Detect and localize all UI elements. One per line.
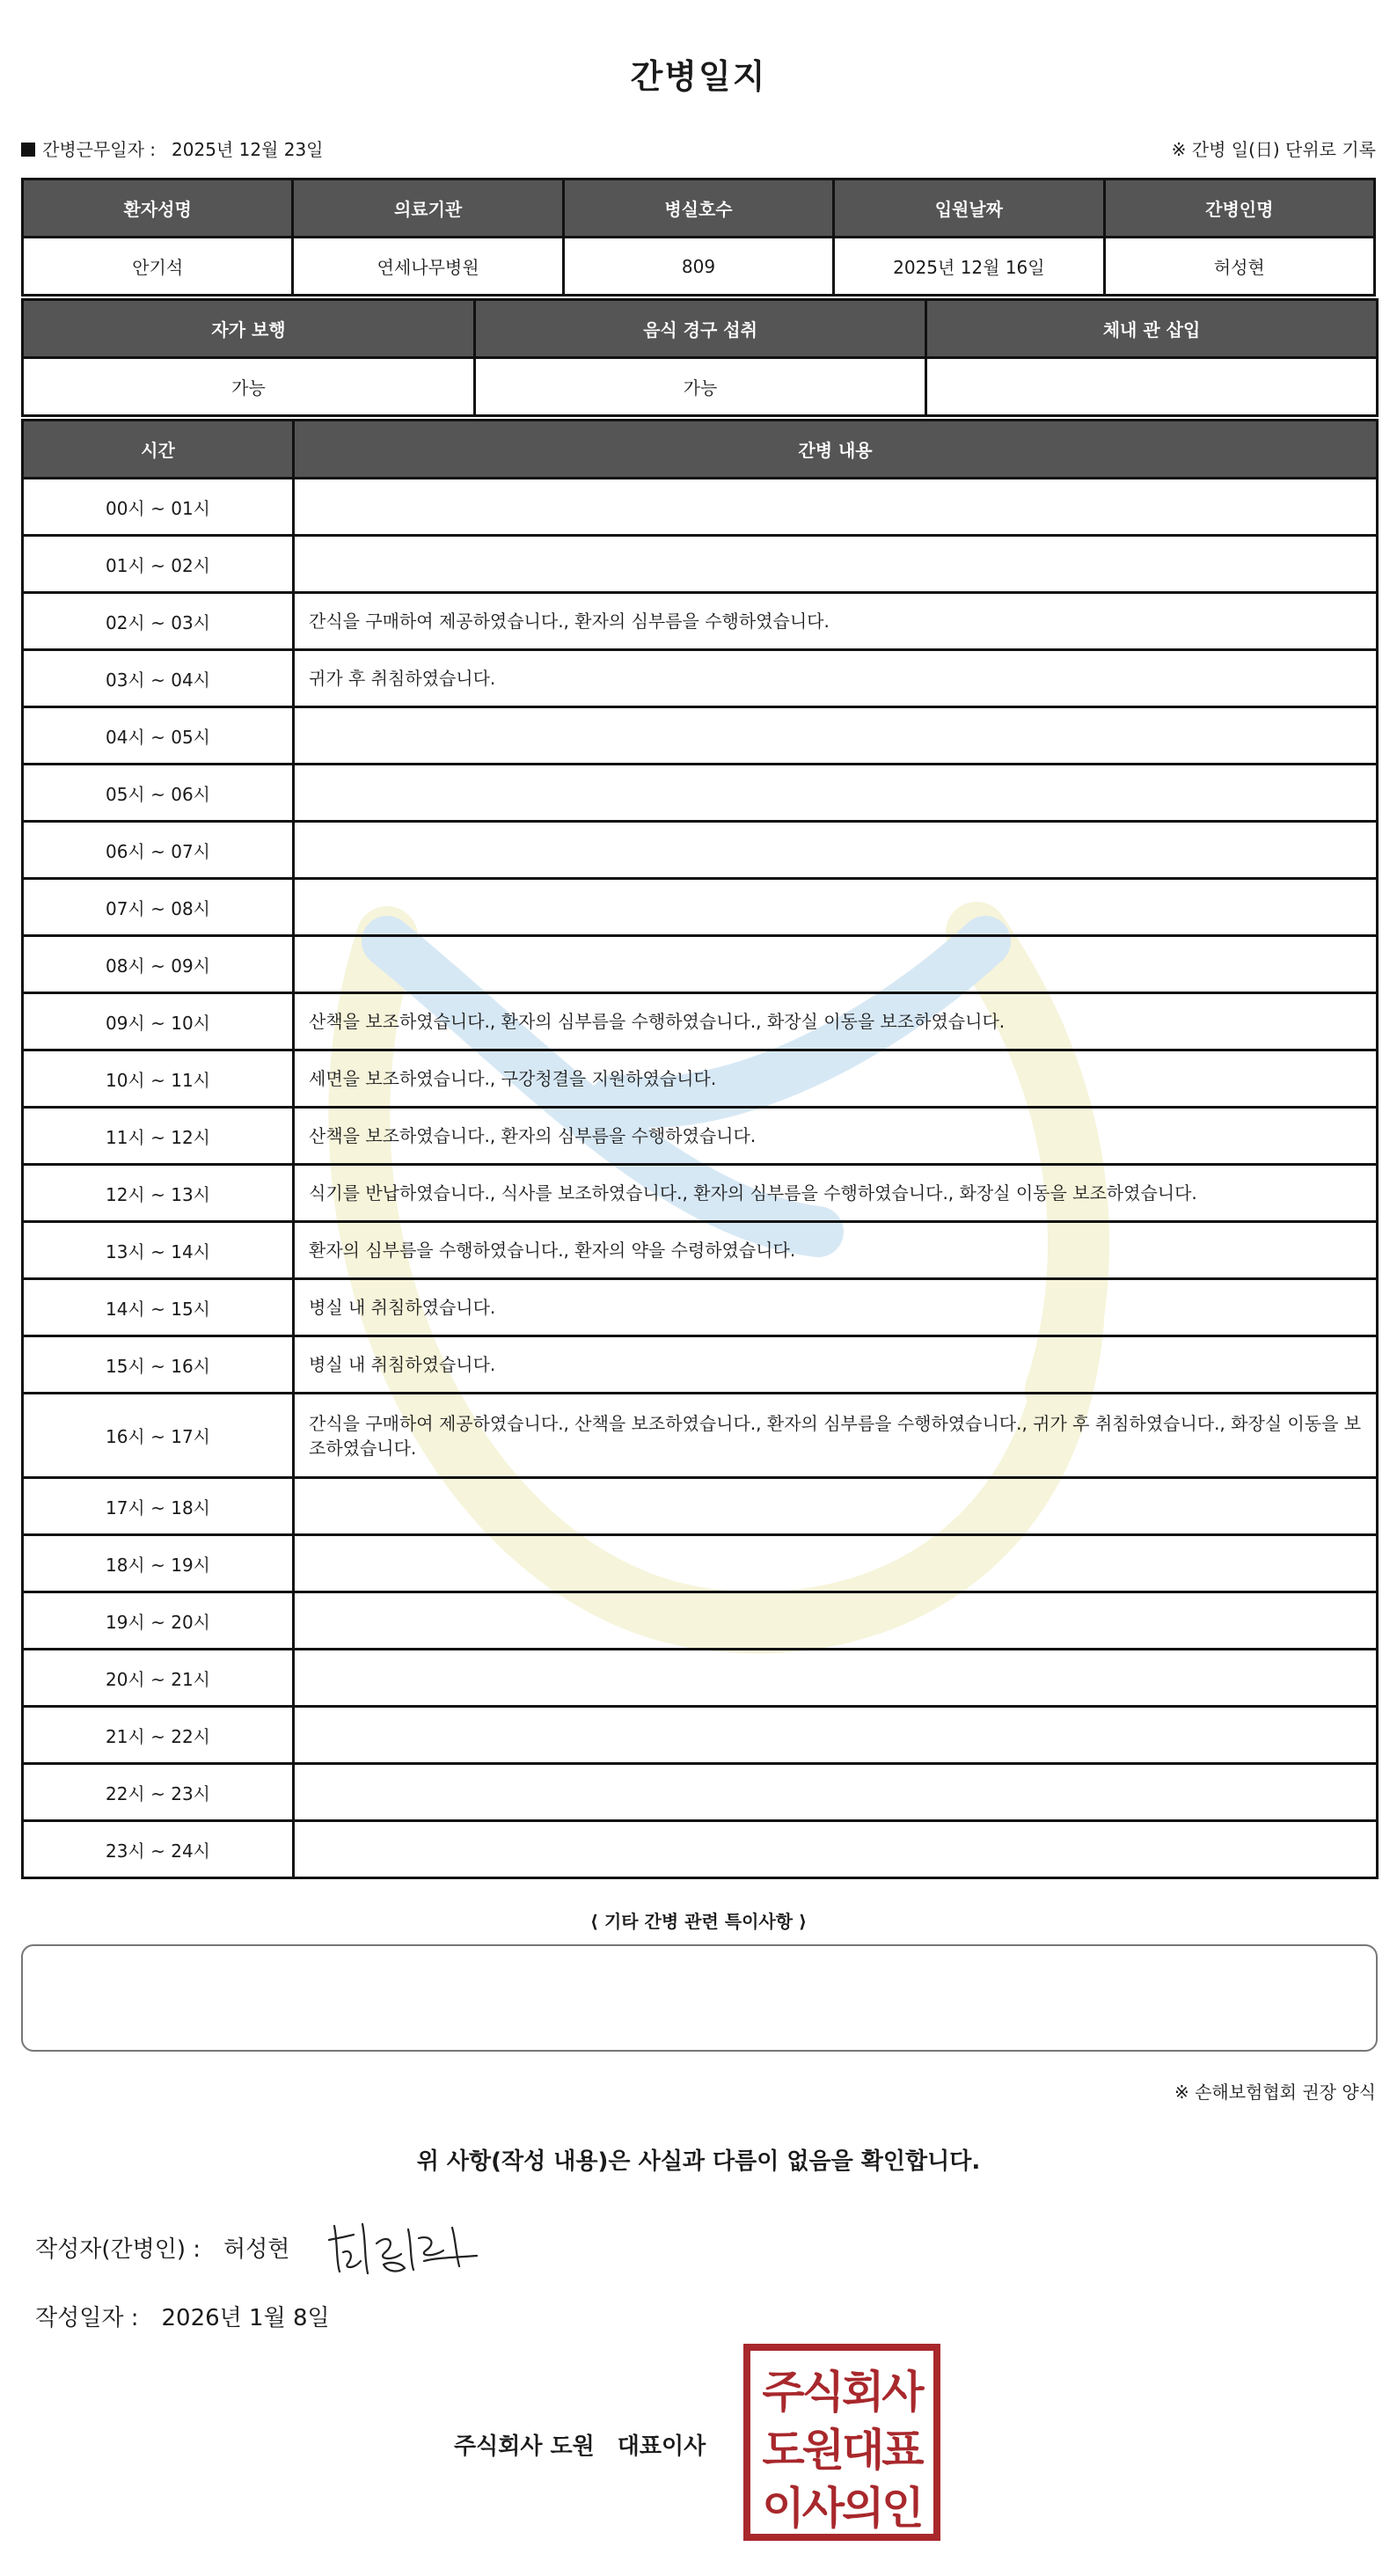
table-row: [23, 993, 1378, 1050]
admission-date-value: 2025년 12월 16일: [834, 238, 1104, 296]
time-slot-cell: 16시 ~ 17시: [23, 1394, 294, 1478]
time-slot-cell: 13시 ~ 14시: [23, 1222, 294, 1279]
care-content-cell: [294, 1821, 1378, 1878]
company-line: [454, 2428, 706, 2461]
patient-name-value: 안기석: [23, 238, 293, 296]
care-content-cell: [294, 1478, 1378, 1535]
caregiver-name-value: 허성현: [1104, 238, 1374, 296]
room-number-value: 809: [563, 238, 833, 296]
care-content-cell: [294, 765, 1378, 822]
time-slot-cell: 20시 ~ 21시: [23, 1650, 294, 1707]
table-row: [23, 1821, 1378, 1878]
header-caregiver-name: 간병인명: [1104, 179, 1374, 238]
care-content-cell: 간식을 구매하여 제공하였습니다., 산책을 보조하였습니다., 환자의 심부름을 수행하였습니다., 귀가 후 취침하였습니다., 화장실 이동을 보조하였습니다.: [294, 1394, 1378, 1478]
table-row: [23, 936, 1378, 993]
table-row: [23, 879, 1378, 936]
table-row: [23, 650, 1378, 707]
care-content-cell: [294, 707, 1378, 765]
table-row: [23, 1279, 1378, 1336]
care-content-cell: [294, 936, 1378, 993]
header-time: 시간: [23, 421, 294, 479]
table-row: [23, 1050, 1378, 1108]
header-hospital: 의료기관: [293, 179, 563, 238]
notes-title: ⟨ 기타 간병 관련 특이사항 ⟩: [589, 1911, 808, 1932]
time-slot-cell: 02시 ~ 03시: [23, 593, 294, 650]
care-content-cell: [294, 1764, 1378, 1821]
care-content-cell: 산책을 보조하였습니다., 환자의 심부름을 수행하였습니다., 화장실 이동을 보조하였습니다.: [294, 993, 1378, 1050]
care-content-cell: 산책을 보조하였습니다., 환자의 심부름을 수행하였습니다.: [294, 1108, 1378, 1165]
table-row: [23, 765, 1378, 822]
table-row: [23, 358, 1378, 416]
table-row: [23, 1108, 1378, 1165]
hospital-value: 연세나무병원: [293, 238, 563, 296]
handwritten-signature: [327, 2217, 486, 2279]
notes-box: [21, 1944, 1378, 2052]
time-slot-cell: 05시 ~ 06시: [23, 765, 294, 822]
company-name: 주식회사 도원: [454, 2433, 595, 2460]
svg-text:이사의인: 이사의인: [762, 2483, 922, 2534]
write-date-line: [35, 2300, 330, 2332]
writer-line: [35, 2231, 289, 2264]
care-content-cell: 귀가 후 취침하였습니다.: [294, 650, 1378, 707]
header-room-number: 병실호수: [563, 179, 833, 238]
work-date-group: [21, 135, 324, 161]
table-header-row: [23, 179, 1375, 238]
header-patient-name: 환자성명: [23, 179, 293, 238]
table-row: [23, 593, 1378, 650]
time-slot-cell: 17시 ~ 18시: [23, 1478, 294, 1535]
time-slot-cell: 21시 ~ 22시: [23, 1707, 294, 1764]
care-content-cell: 병실 내 취침하였습니다.: [294, 1279, 1378, 1336]
writer-label: 작성자(간병인) :: [35, 2236, 201, 2263]
table-header-row: [23, 300, 1378, 358]
care-content-cell: 병실 내 취침하였습니다.: [294, 1336, 1378, 1394]
time-slot-cell: 08시 ~ 09시: [23, 936, 294, 993]
table-row: [23, 238, 1375, 296]
association-note: ※ 손해보험협회 권장 양식: [1174, 2082, 1376, 2103]
tube-insertion-value: [926, 358, 1378, 416]
header-care-content: 간병 내용: [294, 421, 1378, 479]
write-date-value: 2026년 1월 8일: [161, 2305, 330, 2331]
table-row: [23, 707, 1378, 765]
care-content-cell: 간식을 구매하여 제공하였습니다., 환자의 심부름을 수행하였습니다.: [294, 593, 1378, 650]
time-slot-cell: 18시 ~ 19시: [23, 1535, 294, 1592]
table-row: [23, 479, 1378, 536]
table-row: [23, 1592, 1378, 1650]
time-slot-cell: 14시 ~ 15시: [23, 1279, 294, 1336]
time-slot-cell: 23시 ~ 24시: [23, 1821, 294, 1878]
table-row: [23, 1535, 1378, 1592]
writer-name: 허성현: [223, 2236, 290, 2263]
time-slot-cell: 03시 ~ 04시: [23, 650, 294, 707]
table-row: [23, 1165, 1378, 1222]
care-content-cell: [294, 1707, 1378, 1764]
write-date-label: 작성일자 :: [35, 2305, 139, 2331]
table-header-row: [23, 421, 1378, 479]
work-date-value: 2025년 12월 23일: [172, 139, 324, 160]
care-content-cell: [294, 1592, 1378, 1650]
time-slot-cell: 15시 ~ 16시: [23, 1336, 294, 1394]
table-row: [23, 1650, 1378, 1707]
time-slot-cell: 22시 ~ 23시: [23, 1764, 294, 1821]
table-row: [23, 1336, 1378, 1394]
document-title: 간병일지: [630, 57, 767, 96]
square-bullet-icon: [21, 143, 35, 157]
care-content-cell: 식기를 반납하였습니다., 식사를 보조하였습니다., 환자의 심부름을 수행하였습니다., 화장실 이동을 보조하였습니다.: [294, 1165, 1378, 1222]
patient-status-table: [21, 298, 1379, 417]
self-walking-value: 가능: [23, 358, 475, 416]
patient-info-table: [21, 178, 1376, 296]
time-slot-cell: 04시 ~ 05시: [23, 707, 294, 765]
table-row: [23, 536, 1378, 593]
care-log-table: [21, 419, 1379, 1879]
work-date-row: [21, 135, 1376, 167]
oral-intake-value: 가능: [475, 358, 926, 416]
table-row: [23, 1764, 1378, 1821]
time-slot-cell: 10시 ~ 11시: [23, 1050, 294, 1108]
care-content-cell: [294, 822, 1378, 879]
confirmation-statement: 위 사항(작성 내용)은 사실과 다름이 없음을 확인합니다.: [416, 2148, 981, 2175]
care-content-cell: [294, 879, 1378, 936]
time-slot-cell: 06시 ~ 07시: [23, 822, 294, 879]
care-content-cell: 세면을 보조하였습니다., 구강청결을 지원하였습니다.: [294, 1050, 1378, 1108]
table-row: [23, 1478, 1378, 1535]
time-slot-cell: 07시 ~ 08시: [23, 879, 294, 936]
ceo-title: 대표이사: [617, 2433, 706, 2460]
care-content-cell: [294, 1535, 1378, 1592]
care-content-cell: [294, 479, 1378, 536]
svg-text:도원대표: 도원대표: [762, 2425, 922, 2476]
work-date-label: 간병근무일자 :: [42, 139, 157, 160]
time-slot-cell: 11시 ~ 12시: [23, 1108, 294, 1165]
header-oral-intake: 음식 경구 섭취: [475, 300, 926, 358]
time-slot-cell: 00시 ~ 01시: [23, 479, 294, 536]
table-row: [23, 1222, 1378, 1279]
care-content-cell: 환자의 심부름을 수행하였습니다., 환자의 약을 수령하였습니다.: [294, 1222, 1378, 1279]
table-row: [23, 1707, 1378, 1764]
unit-note: ※ 간병 일(日) 단위로 기록: [1171, 139, 1376, 160]
header-self-walking: 자가 보행: [23, 300, 475, 358]
care-content-cell: [294, 1650, 1378, 1707]
time-slot-cell: 12시 ~ 13시: [23, 1165, 294, 1222]
header-admission-date: 입원날짜: [834, 179, 1104, 238]
svg-text:주식회사: 주식회사: [762, 2367, 922, 2418]
time-slot-cell: 19시 ~ 20시: [23, 1592, 294, 1650]
care-content-cell: [294, 536, 1378, 593]
time-slot-cell: 09시 ~ 10시: [23, 993, 294, 1050]
header-tube-insertion: 체내 관 삽입: [926, 300, 1378, 358]
table-row: [23, 822, 1378, 879]
company-seal-stamp: [743, 2344, 940, 2541]
table-row: [23, 1394, 1378, 1478]
time-slot-cell: 01시 ~ 02시: [23, 536, 294, 593]
